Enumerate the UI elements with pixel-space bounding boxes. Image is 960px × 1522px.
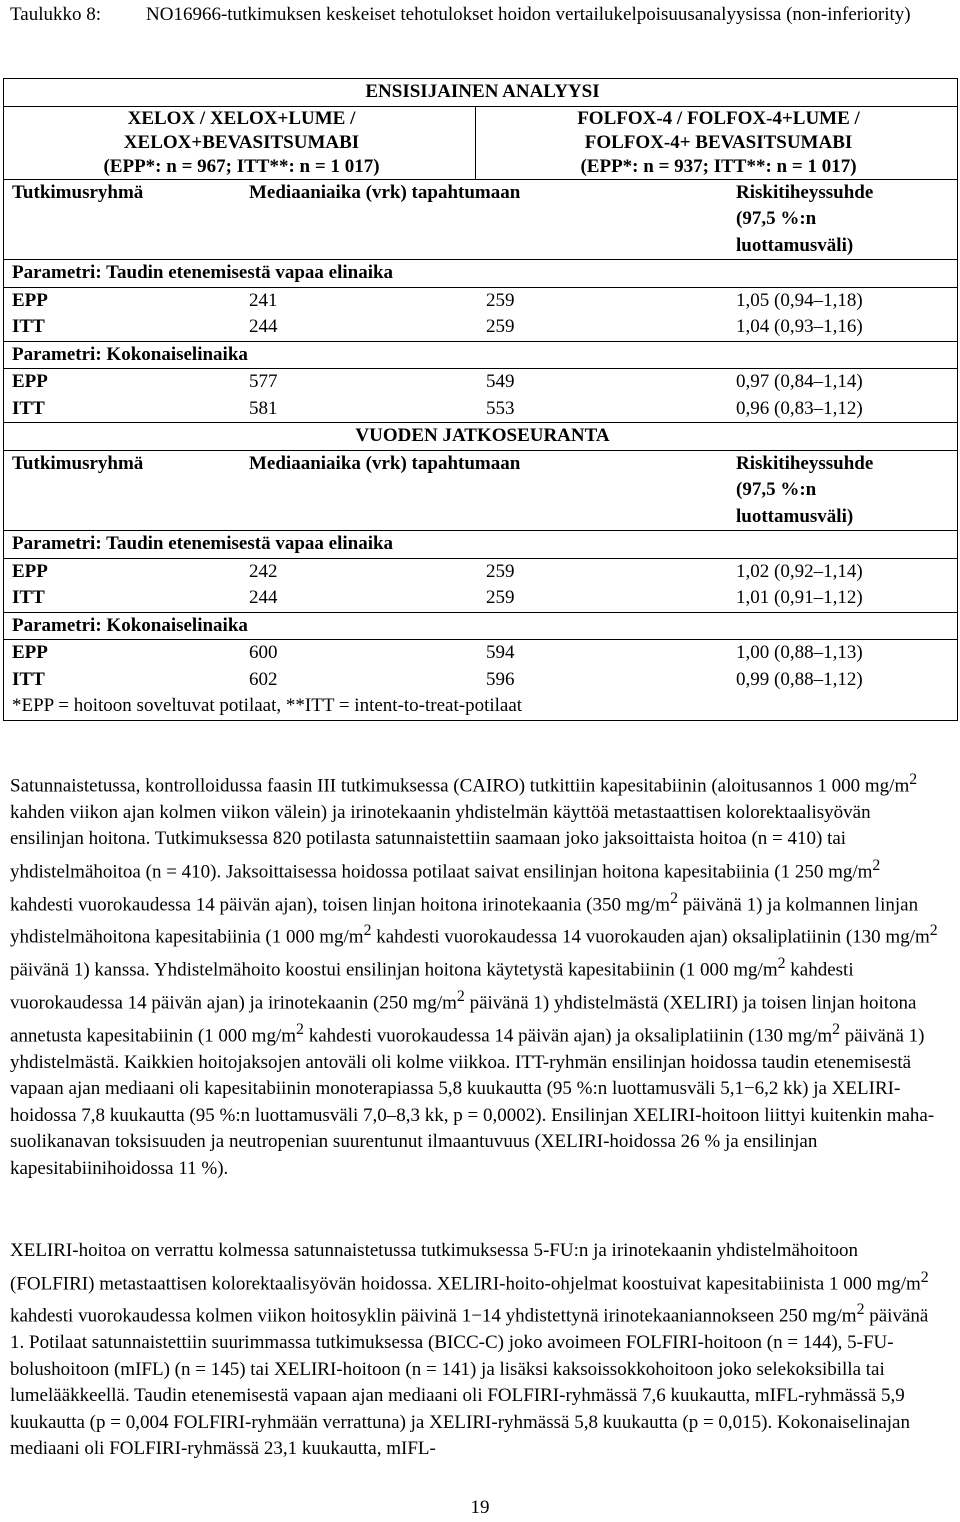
primary-pfs-rows	[4, 287, 958, 341]
col-hr-header: Riskitiheyssuhde (97,5 %:n luottamusväli)	[736, 181, 874, 256]
table-row: ITT 581 553 0,96 (0,83–1,12)	[12, 397, 863, 419]
followup-os-rows	[4, 640, 958, 721]
table-row: EPP 577 549 0,97 (0,84–1,14)	[12, 371, 863, 392]
table-row: EPP 241 259 1,05 (0,94–1,18)	[12, 289, 863, 311]
col-group-header: Tutkimusryhmä	[12, 452, 144, 474]
page-number: 19	[470, 1497, 490, 1518]
column-header-row-2	[4, 450, 958, 531]
col-hr-header: Riskitiheyssuhde (97,5 %:n luottamusväli)	[736, 452, 874, 527]
primary-os-label: Parametri: Kokonaiselinaika	[4, 341, 958, 369]
table-row: ITT 244 259 1,04 (0,93–1,16)	[12, 316, 863, 337]
caption-text: NO16966-tutkimuksen keskeiset tehotulokset hoidon vertailukelpoisuusanalyysissa (non-inferiority)	[146, 4, 911, 25]
column-header-row	[4, 179, 958, 260]
table-row: EPP 600 594 1,00 (0,88–1,13)	[12, 642, 863, 663]
followup-pfs-label: Parametri: Taudin etenemisestä vapaa elinaika	[4, 531, 958, 559]
col-median-header: Mediaaniaika (vrk) tapahtumaan	[249, 181, 521, 203]
primary-pfs-label: Parametri: Taudin etenemisestä vapaa elinaika	[4, 260, 958, 288]
primary-analysis-title: ENSISIJAINEN ANALYYSI	[4, 79, 958, 107]
table-footnote: *EPP = hoitoon soveltuvat potilaat, **ITT = intent-to-treat-potilaat	[12, 695, 523, 716]
followup-pfs-rows	[4, 558, 958, 612]
caption-label: Taulukko 8:	[10, 4, 102, 25]
followup-os-label: Parametri: Kokonaiselinaika	[4, 612, 958, 640]
arm-right-header: FOLFOX-4 / FOLFOX-4+LUME / FOLFOX-4+ BEVASITSUMABI (EPP*: n = 937; ITT**: n = 1 017)	[476, 106, 958, 179]
followup-title: VUODEN JATKOSEURANTA	[4, 423, 958, 451]
results-table	[3, 78, 958, 721]
col-group-header: Tutkimusryhmä	[12, 181, 144, 203]
paragraph-xeliri: XELIRI-hoitoa on verrattu kolmessa satunnaistetussa tutkimuksessa 5-FU:n ja irinotekaanin yhdistelmähoitoon (FOLFIRI) metastaattisen kolorektaalisyövän hoidossa. XELIRI-hoito-ohjelmat koostuivat kapesitabiinista 1 000 $mg/m^2$ kahdesti vuorokaudessa kolmen viikon hoitosyklin päivinä 1−14 yhdistettynä irinotekaaniannokseen 250 $mg/m^2$ päivänä 1. Potilaat satunnaistettiin suurimmassa tutkimuksessa (BICC-C) joko avoimeen FOLFIRI-hoitoon (n = 144), 5-FU-bolushoitoon (mIFL) (n = 145) tai XELIRI-hoitoon (n = 141) ja lisäksi kaksoissokkohoitoon joko selekoksibilla tai lumelääkkeellä. Taudin etenemisestä vapaan ajan mediaani oli FOLFIRI-ryhmässä 7,6 kuukautta, mIFL-ryhmässä 5,9 kuukautta (p = 0,004 FOLFIRI-ryhmään verrattuna) ja XELIRI-ryhmässä 5,8 kuukautta (p = 0,015). Kokonaiselinajan mediaani oli FOLFIRI-ryhmässä 23,1 kuukautta, mIFL-	[10, 1240, 929, 1460]
table-row: EPP 242 259 1,02 (0,92–1,14)	[12, 560, 863, 582]
paragraph-cairo: Satunnaistetussa, kontrolloidussa faasin III tutkimuksessa (CAIRO) tutkittiin kapesitabiinin (aloitusannos 1 000 $mg/m^2$ kahden viikon ajan kolmen viikon välein) ja irinotekaanin yhdistelmän käyttöä metastaattisen kolorektaalisyövän ensilinjan hoitona. Tutkimuksessa 820 potilasta satunnaistettiin saamaan joko jaksoittaista hoitoa (n = 410) tai yhdistelmähoitoa (n = 410). Jaksoittaisessa hoidossa potilaat saivat ensilinjan hoitona kapesitabiinia (1 250 $mg/m^2$ kahdesti vuorokaudessa 14 päivän ajan), toisen linjan hoitona irinotekaania (350 $mg/m^2$ päivänä 1) ja kolmannen linjan yhdistelmähoitona kapesitabiinia (1 000 $mg/m^2$ kahdesti vuorokaudessa 14 vuorokauden ajan) oksaliplatiinin (130 $mg/m^2$ päivänä 1) kanssa. Yhdistelmähoito koostui ensilinjan hoitona käytetystä kapesitabiinin (1 000 $mg/m^2$ kahdesti vuorokaudessa 14 päivän ajan) ja irinotekaanin (250 $mg/m^2$ päivänä 1) yhdistelmästä (XELIRI) ja toisen linjan hoitona annetusta kapesitabiinin (1 000 $mg/m^2$ kahdesti vuorokaudessa 14 päivän ajan) ja oksaliplatiinin (130 $mg/m^2$ päivänä 1) yhdistelmästä. Kaikkien hoitojaksojen antoväli oli kolme viikkoa. ITT-ryhmän ensilinjan hoidossa taudin etenemisestä vapaan ajan mediaani oli kapesitabiinin monoterapiassa 5,8 kuukautta (95 %:n luottamusväli 5,1−6,2 kk) ja XELIRI-hoidossa 7,8 kuukautta (95 %:n luottamusväli 7,0–8,3 kk, p = 0,0002). Ensilinjan XELIRI-hoitoon liittyi kuitenkin maha-suolikanavan toksisuuden ja neutropenian suurentunut ilmaantuvuus (XELIRI-hoidossa 26 % ja ensilinjan kapesitabiinihoidossa 11 %).	[10, 771, 938, 1179]
arm-left-header: XELOX / XELOX+LUME / XELOX+BEVASITSUMABI (EPP*: n = 967; ITT**: n = 1 017)	[4, 106, 476, 179]
table-row: ITT 244 259 1,01 (0,91–1,12)	[12, 587, 863, 608]
primary-os-rows	[4, 369, 958, 423]
table-row: ITT 602 596 0,99 (0,88–1,12)	[12, 668, 863, 690]
col-median-header: Mediaaniaika (vrk) tapahtumaan	[249, 452, 521, 474]
